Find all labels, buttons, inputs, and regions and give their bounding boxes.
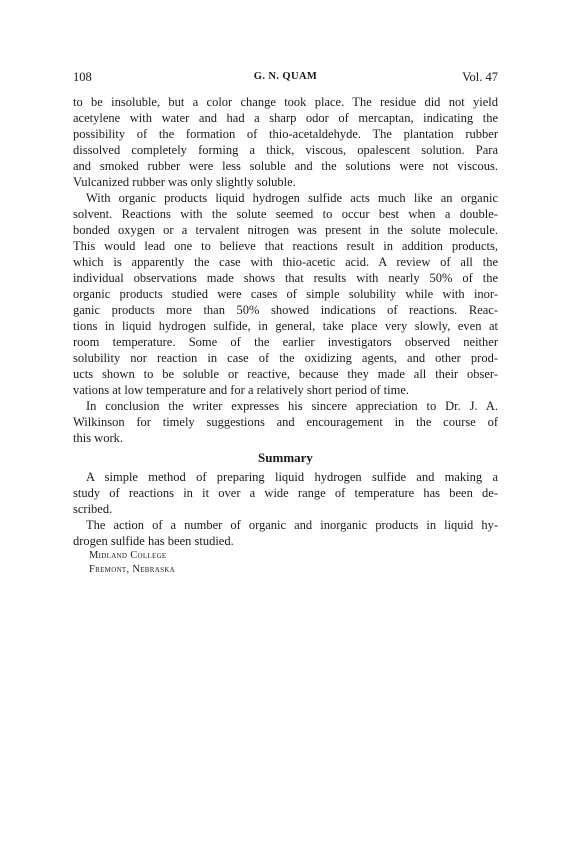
- text-line: to be insoluble, but a color change took place. The residue did not yield: [73, 95, 498, 109]
- text-line: solvent. Reactions with the solute seemed to occur best when a double-: [73, 207, 498, 221]
- text-line: This would lead one to believe that reactions result in addition products,: [73, 239, 498, 253]
- text-line: and smoked rubber were less soluble and the solutions were not viscous.: [73, 159, 498, 173]
- volume-number: Vol. 47: [462, 70, 498, 84]
- page-number: 108: [73, 70, 92, 84]
- paragraph-acknowledgement: [73, 398, 498, 446]
- running-head-author: G. N. QUAM: [253, 71, 318, 82]
- text-line: individual observations made shows that results with nearly 50% of the: [73, 271, 498, 285]
- text-line: drogen sulfide has been studied.: [73, 534, 234, 548]
- text-line: Wilkinson for timely suggestions and encouragement in the course of: [73, 415, 498, 429]
- paragraph-organic-products: [73, 190, 498, 398]
- text-line: this work.: [73, 431, 123, 445]
- text-line: room temperature. Some of the earlier investigators observed neither: [73, 335, 498, 349]
- summary-paragraph-action: [73, 517, 498, 549]
- text-line: organic products studied were cases of simple solubility while with inor-: [73, 287, 498, 301]
- article-body: [73, 94, 498, 577]
- text-line: bonded oxygen or a tervalent nitrogen was present in the solute molecule.: [73, 223, 498, 237]
- text-line: ucts shown to be soluble or reactive, because they made all their obser-: [73, 367, 498, 381]
- running-head: [73, 70, 498, 90]
- text-line: study of reactions in it over a wide range of temperature has been de-: [73, 486, 498, 500]
- text-line: In conclusion the writer expresses his sincere appreciation to Dr. J. A.: [86, 399, 498, 413]
- text-line: The action of a number of organic and inorganic products in liquid hy-: [86, 518, 498, 532]
- author-affiliation: [73, 549, 498, 577]
- summary-heading: Summary: [258, 450, 313, 465]
- text-line: A simple method of preparing liquid hydrogen sulfide and making a: [86, 470, 498, 484]
- text-line: vations at low temperature and for a relatively short period of time.: [73, 383, 409, 397]
- text-line: which is apparently the case with thio-acetic acid. A review of all the: [73, 255, 498, 269]
- text-line: With organic products liquid hydrogen sulfide acts much like an organic: [86, 191, 498, 205]
- text-line: ganic products more than 50% showed indications of reactions. Reac-: [73, 303, 498, 317]
- text-line: acetylene with water and had a sharp odor of mercaptan, indicating the: [73, 111, 498, 125]
- affiliation-location: Fremont, Nebraska: [89, 564, 175, 575]
- summary-paragraph-method: [73, 469, 498, 517]
- text-line: solubility nor reaction in case of the oxidizing agents, and other prod-: [73, 351, 498, 365]
- text-line: scribed.: [73, 502, 113, 516]
- text-line: possibility of the formation of thio-acetaldehyde. The plantation rubber: [73, 127, 498, 141]
- text-line: tions in liquid hydrogen sulfide, in general, take place very slowly, even at: [73, 319, 498, 333]
- text-line: Vulcanized rubber was only slightly soluble.: [73, 175, 296, 189]
- affiliation-institution: Midland College: [89, 550, 167, 561]
- text-line: dissolved completely forming a thick, viscous, opalescent solution. Para: [73, 143, 498, 157]
- paragraph-continued: [73, 94, 498, 190]
